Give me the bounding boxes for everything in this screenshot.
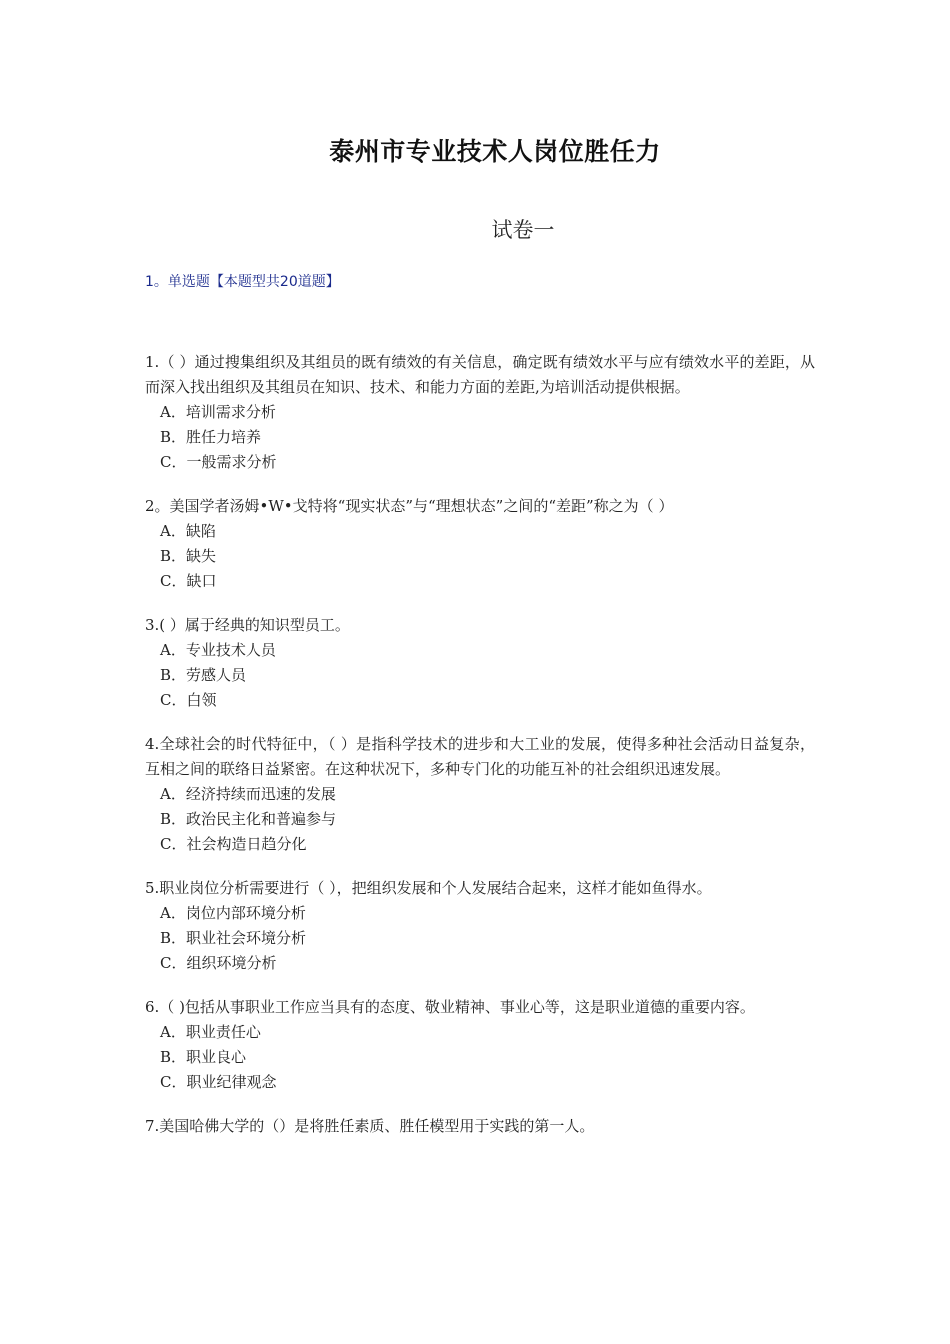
option-b: B．政治民主化和普遍参与 [160, 810, 337, 828]
question-stem: 4.全球社会的时代特征中，（ ）是指科学技术的进步和大工业的发展，使得多种社会活动日益复杂，互相之间的联络日益紧密。在这种状况下，多种专门化的功能互补的社会组织迅速发展。 [145, 735, 815, 778]
option-c: C．组织环境分析 [160, 954, 277, 972]
option-c: C．社会构造日趋分化 [160, 835, 307, 853]
question-stem: 6.（ )包括从事职业工作应当具有的态度、敬业精神、事业心等，这是职业道德的重要内容。 [145, 998, 755, 1016]
option-c: C．职业纪律观念 [160, 1073, 277, 1091]
section-heading: 1。单选题【本题型共20道题】 [145, 274, 340, 290]
option-a: A．职业责任心 [160, 1023, 261, 1041]
document-subtitle: 试卷一 [491, 218, 555, 242]
option-b: B．胜任力培养 [160, 428, 262, 446]
question-4 [145, 732, 815, 857]
question-3 [145, 613, 815, 713]
option-b: B．缺失 [160, 547, 217, 565]
option-a: A．经济持续而迅速的发展 [160, 785, 336, 803]
option-a: A．岗位内部环境分析 [160, 904, 306, 922]
option-a: A．专业技术人员 [160, 641, 276, 659]
document-title: 泰州市专业技术人岗位胜任力 [329, 137, 661, 166]
question-stem: 1.（ ）通过搜集组织及其组员的既有绩效的有关信息，确定既有绩效水平与应有绩效水平的差距，从而深入找出组织及其组员在知识、技术、和能力方面的差距,为培训活动提供根据。 [145, 353, 815, 396]
question-stem: 5.职业岗位分析需要进行（ ），把组织发展和个人发展结合起来，这样才能如鱼得水。 [145, 879, 712, 897]
option-a: A．培训需求分析 [160, 403, 276, 421]
question-1 [145, 350, 815, 475]
option-b: B．劳感人员 [160, 666, 247, 684]
option-c: C．白领 [160, 691, 217, 709]
question-2 [145, 494, 815, 594]
question-6 [145, 995, 815, 1095]
option-b: B．职业良心 [160, 1048, 247, 1066]
question-list [145, 350, 815, 1158]
question-stem: 3.( ）属于经典的知识型员工。 [145, 616, 350, 634]
option-c: C．缺口 [160, 572, 217, 590]
option-b: B．职业社会环境分析 [160, 929, 307, 947]
question-stem: 7.美国哈佛大学的（）是将胜任素质、胜任模型用于实践的第一人。 [145, 1117, 595, 1135]
option-c: C．一般需求分析 [160, 453, 277, 471]
question-5 [145, 876, 815, 976]
option-a: A．缺陷 [160, 522, 216, 540]
question-stem: 2。美国学者汤姆•W•戈特将“现实状态”与“理想状态”之间的“差距”称之为（ ） [145, 497, 674, 515]
question-7 [145, 1114, 815, 1139]
